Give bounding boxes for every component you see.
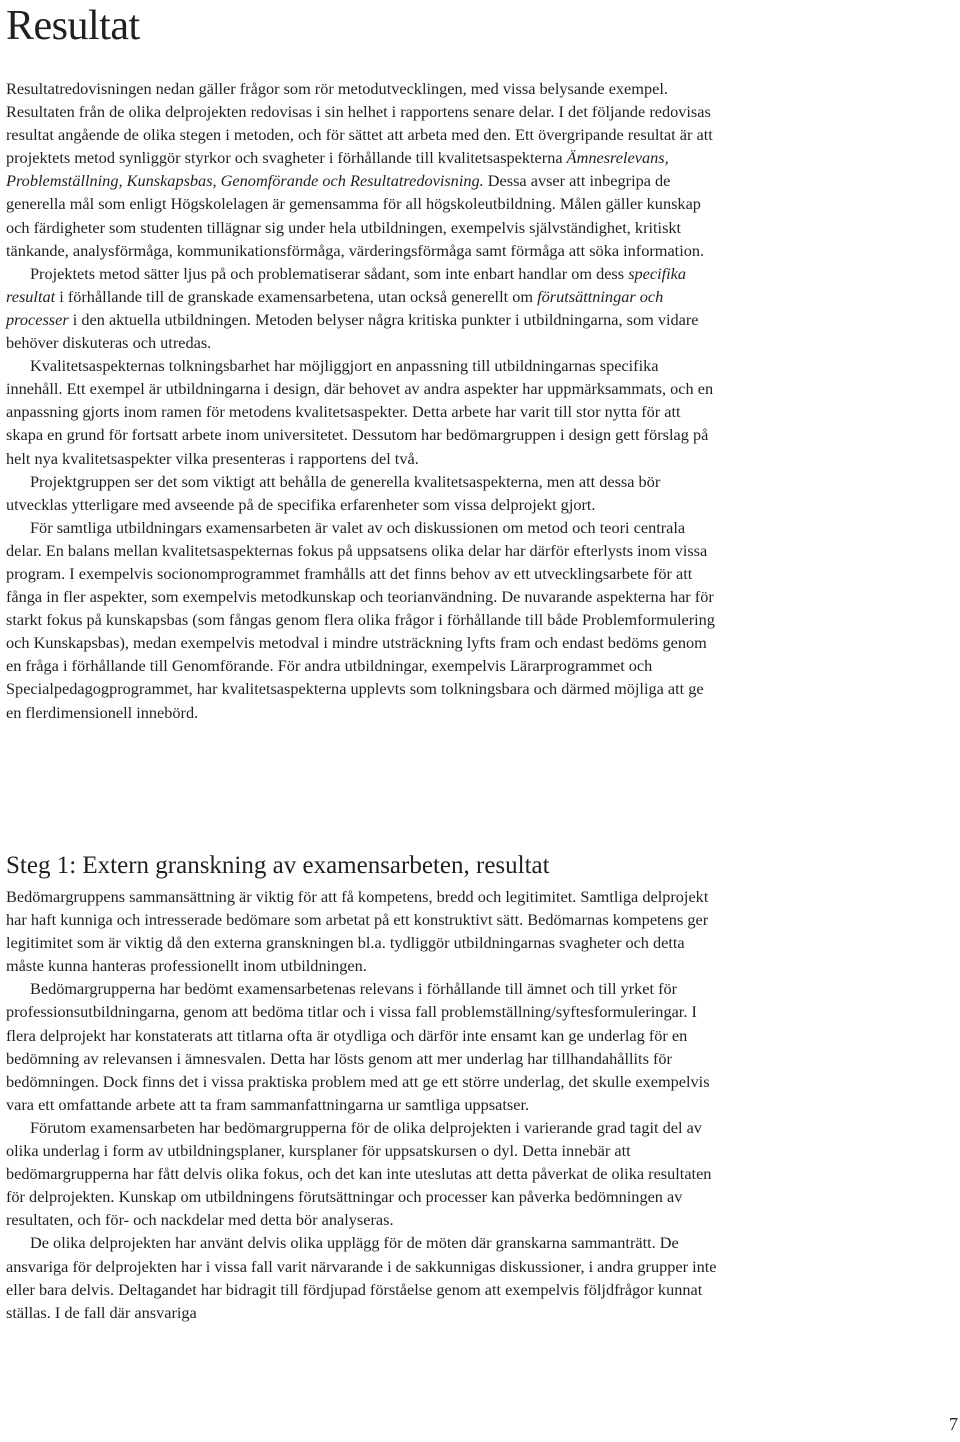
paragraph: Projektgruppen ser det som viktigt att behålla de generella kvalitetsaspekterna, men att dessa bör utvecklas ytterligare med avseende på de specifika erfarenheter som vissa delprojekt gjort.	[6, 471, 661, 514]
step1-section	[6, 885, 718, 1324]
paragraph: Resultatredovisningen nedan gäller frågor som rör metodutvecklingen, med vissa belysande exempel. Resultaten från de olika delprojekten redovisas i sin helhet i rapportens senare delar. I det följande redovisas resultat angående de olika stegen i metoden, och för sättet att arbeta med den. Ett övergripande resultat är att projektets metod synliggör styrkor och svagheter i förhållande till kvalitetsaspekterna Ämnesrelevans, Problemställning, Kunskapsbas, Genomförande och Resultatredovisning. Dessa avser att inbegripa de generella mål som enligt Högskolelagen är gemensamma för all högskoleutbildning. Målen gäller kunskap och färdigheter som studenten tillägnar sig under hela utbildningen, exempelvis självständighet, kritiskt tänkande, analysförmåga, kommunikationsförmåga, värderingsförmåga samt förmåga att söka information.	[6, 79, 713, 260]
paragraph: Projektets metod sätter ljus på och problematiserar sådant, som inte enbart handlar om dess specifika resultat i förhållande till de granskade examensarbetena, utan också generellt om förutsättningar och processer i den aktuella utbildningen. Metoden belyser några kritiska punkter i utbildningarna, som vidare behöver diskuteras och utredas.	[6, 263, 699, 353]
section-heading: Steg 1: Extern granskning av examensarbeten, resultat	[6, 852, 550, 879]
paragraph: Förutom examensarbeten har bedömargrupperna för de olika delprojekten i varierande grad tagit del av olika underlag i form av utbildningsplaner, kursplaner för uppsatskursen o dyl. Detta innebär att bedömargrupperna har fått delvis olika fokus, och det kan inte uteslutas att detta påverkat de olika resultaten för delprojekten. Kunskap om utbildningens förutsättningar och processer kan påverka bedömningen av resultaten, och för- och nackdelar med detta bör analyseras.	[6, 1117, 712, 1230]
results-section	[6, 77, 718, 724]
paragraph: För samtliga utbildningars examensarbeten är valet av och diskussionen om metod och teori centrala delar. En balans mellan kvalitetsaspekternas fokus på uppsatsens olika delar har därför efterlysts inom vissa program. I exempelvis socionomprogrammet framhålls att det finns behov av ett utvecklingsarbete för att fånga in fler aspekter, som exempelvis metodkunskap och teorianvändning. De nuvarande aspekterna har för starkt fokus på kunskapsbas (som fångas genom flera olika frågor i förhållande till både Problemformulering och Kunskapsbas), medan exempelvis metodval i mindre utsträckning lyfts fram och endast bedöms genom en fråga i förhållande till Genomförande. För andra utbildningar, exempelvis Lärarprogrammet och Specialpedagogprogrammet, har kvalitetsaspekterna upplevts som tolkningsbara och därmed möjliga att ge en flerdimensionell innebörd.	[6, 517, 715, 722]
page-title: Resultat	[6, 3, 140, 49]
paragraph: De olika delprojekten har använt delvis olika upplägg för de möten där granskarna sammanträtt. De ansvariga för delprojekten har i vissa fall varit närvarande i de sakkunnigas diskussioner, i andra grupper inte eller bara delvis. Deltagandet har bidragit till fördjupad förståelse genom att exempelvis följdfrågor kunnat ställas. I de fall där ansvariga	[6, 1233, 717, 1322]
page-number: 7	[949, 1414, 958, 1434]
paragraph: Bedömargrupperna har bedömt examensarbetenas relevans i förhållande till ämnet och till yrket för professionsutbildningarna, genom att bedöma titlar och i vissa fall problemställning/syftesformuleringar. I flera delprojekt har konstaterats att titlarna ofta är otydliga och därför inte ensamt kan ge underlag för en bedömning av relevansen i ämnesvalen. Detta har lösts genom att mer underlag har tillhandahållits för bedömningen. Dock finns det i vissa praktiska problem med att ge ett större underlag, det skulle exempelvis vara ett omfattande arbete att ta fram sammanfattningarna ur samtliga uppsatser.	[6, 979, 710, 1114]
paragraph: Kvalitetsaspekternas tolkningsbarhet har möjliggjort en anpassning till utbildningarnas specifika innehåll. Ett exempel är utbildningarna i design, där behovet av andra aspekter har uppmärksammats, och en anpassning gjorts inom ramen för metodens kvalitetsaspekter. Detta arbete har varit till stor nytta för att skapa en grund för fortsatt arbete inom universitetet. Dessutom har bedömargruppen i design gett förslag på helt nya kvalitetsaspekter vilka presenteras i rapportens del två.	[6, 356, 714, 468]
paragraph: Bedömargruppens sammansättning är viktig för att få kompetens, bredd och legitimitet. Samtliga delprojekt har haft kunniga och intresserade bedömare som arbetat på ett konstruktivt sätt. Bedömarnas kompetens ger legitimitet som är viktig då den externa granskningen bl.a. tydliggör utbildningarnas svagheter och detta måste kunna hanteras professionellt inom utbildningen.	[6, 887, 709, 976]
